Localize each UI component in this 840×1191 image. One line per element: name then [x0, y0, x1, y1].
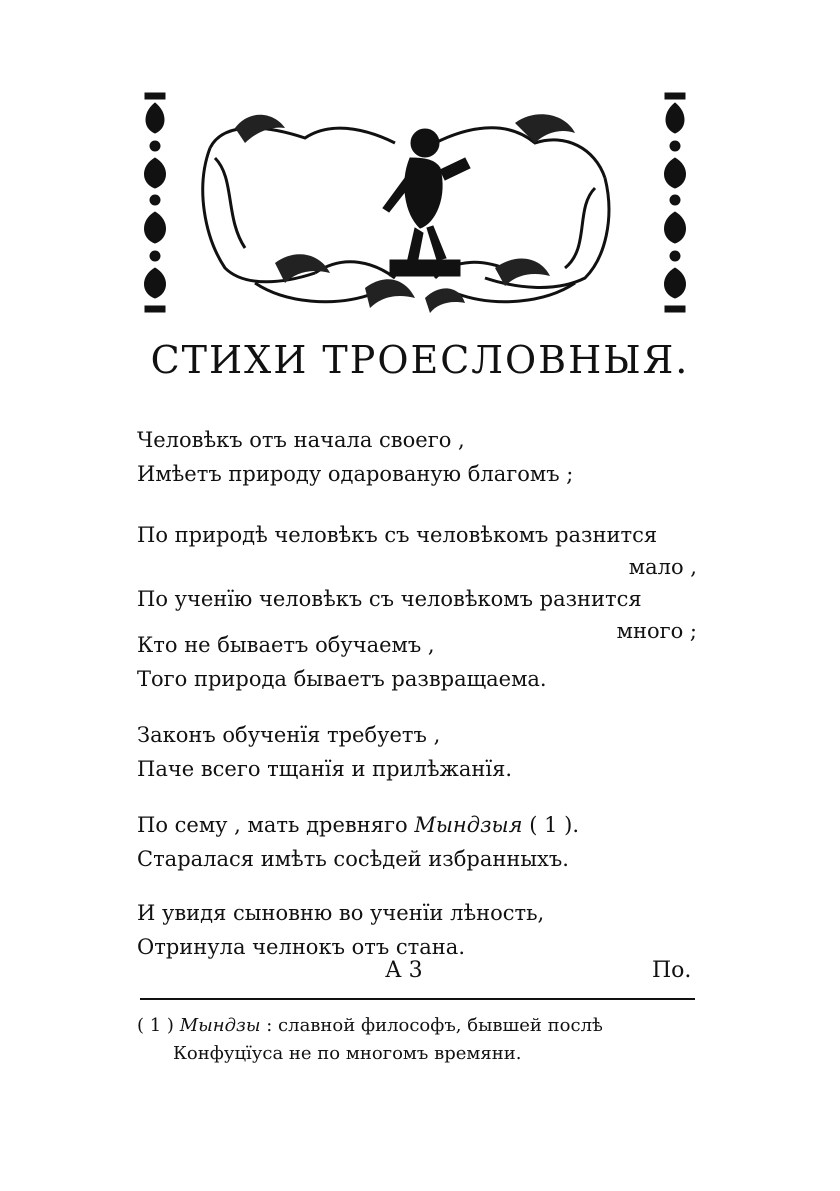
verse-line-continuation: много ; [616, 619, 697, 643]
signature-mark: А 3 [385, 958, 423, 983]
verse-line: По природѣ человѣкъ съ человѣкомъ разнится [137, 523, 658, 547]
footnote-line: Конфуцїуса не по многомъ времяни. [173, 1043, 522, 1064]
footnote-mark: ( 1 ) [137, 1015, 174, 1036]
verse-line-continuation: мало , [628, 555, 697, 579]
verse-3 [137, 628, 697, 696]
acanthus-leaves [235, 114, 575, 313]
footnote [137, 1012, 697, 1068]
left-floral-border [145, 93, 166, 312]
catchword: По. [652, 958, 692, 983]
verse-line: Старалася имѣть сосѣдей избранныхъ. [137, 847, 569, 871]
footnote-name: Мындзы [179, 1015, 261, 1036]
verse-4 [137, 718, 697, 786]
poem-title: СТИХИ ТРОЕСЛОВНЫЯ. [150, 338, 690, 382]
verse-line: Имѣетъ природу одарованую благомъ ; [137, 462, 574, 486]
ornamental-header-engraving [135, 88, 695, 323]
footnote-rule [140, 998, 695, 1000]
cherub-figure [383, 129, 470, 276]
verse-line: И увидя сыновню во ученїи лѣность, [137, 901, 545, 925]
verse-line: Законъ обученїя требуетъ , [137, 723, 441, 747]
verse-5 [137, 808, 697, 876]
verse-line: Паче всего тщанїя и прилѣжанїя. [137, 757, 513, 781]
footnote-line [137, 1012, 697, 1040]
name-mindzy: Мындзыя [414, 813, 523, 837]
verse-6 [137, 896, 697, 964]
footnote-text: : славной философъ, бывшей послѣ [266, 1015, 603, 1036]
verse-2 [137, 518, 697, 646]
verse-line: Того природа бываетъ развращаема. [137, 667, 547, 691]
verse-1 [137, 423, 697, 491]
verse-line [137, 808, 697, 842]
verse-line: Кто не бываетъ обучаемъ , [137, 633, 435, 657]
verse-line: По ученїю человѣкъ съ человѣкомъ разнится [137, 587, 642, 611]
verse-line: Человѣкъ отъ начала своего , [137, 428, 465, 452]
verse-text: По сему , мать древняго [137, 813, 408, 837]
verse-line: Отринула челнокъ отъ стана. [137, 935, 466, 959]
right-floral-border [665, 93, 686, 312]
footnote-ref[interactable]: ( 1 ). [529, 813, 580, 837]
